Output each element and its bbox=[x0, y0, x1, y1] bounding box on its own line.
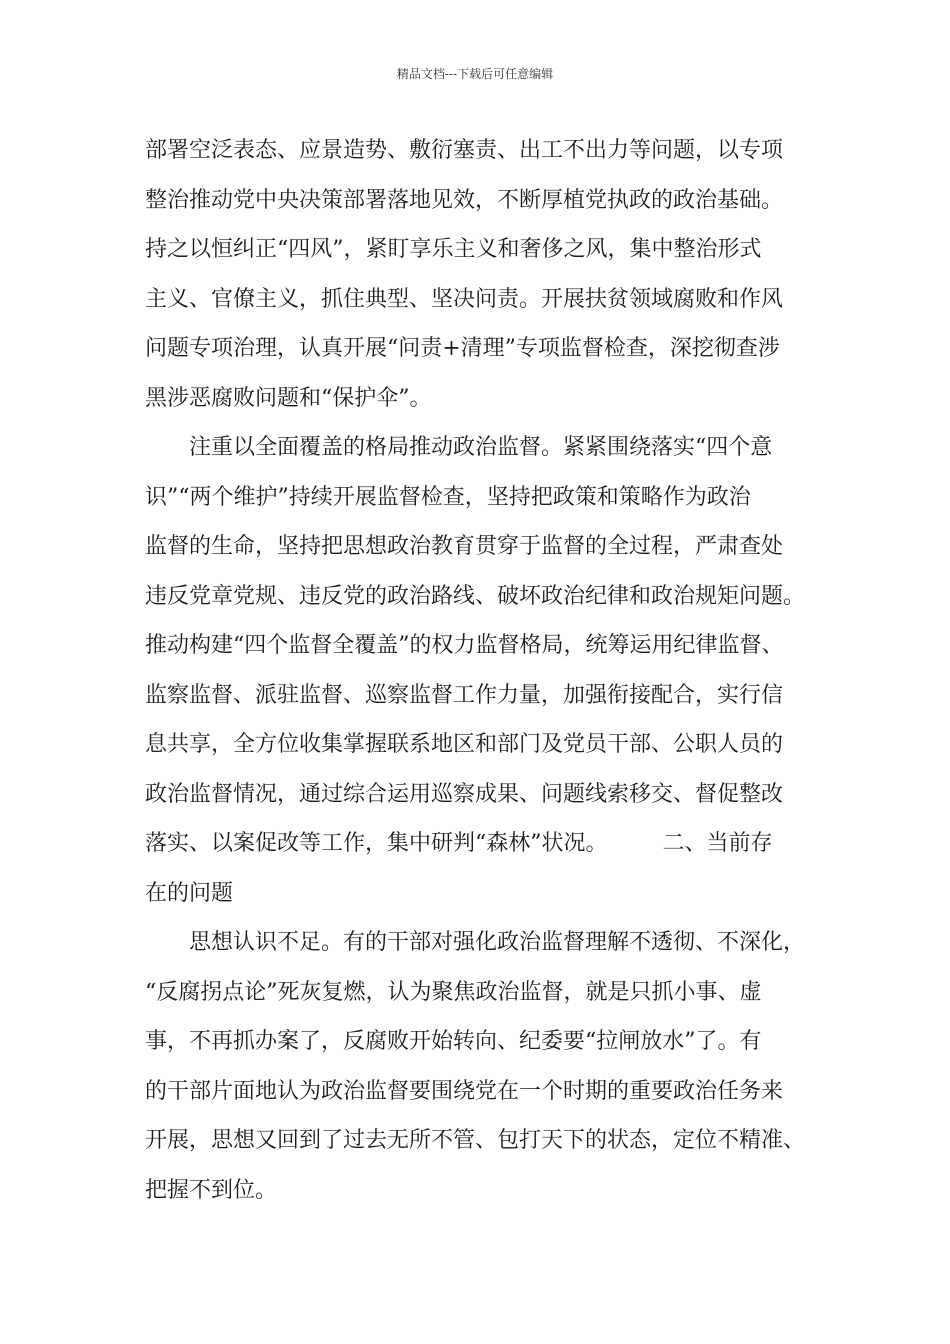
text-line: 在的问题 bbox=[145, 880, 234, 906]
text-line: 落实、以案促改等工作，集中研判“森林”状况。 二、当前存 bbox=[145, 831, 773, 856]
text-line: 违反党章党规、违反党的政治路线、破坏政治纪律和政治规矩问题。 bbox=[145, 583, 806, 609]
text-line: 黑涉恶腐败问题和“保护伞”。 bbox=[145, 385, 432, 411]
text-line: “反腐拐点论”死灰复燃，认为聚焦政治监督，就是只抓小事、虚 bbox=[145, 979, 762, 1005]
text-line: 部署空泛表态、应景造势、敷衍塞责、出工不出力等问题，以专项 bbox=[145, 138, 784, 163]
text-line: 思想认识不足。有的干部对强化政治监督理解不透彻、不深化， bbox=[145, 930, 806, 955]
text-line: 的干部片面地认为政治监督要围绕党在一个时期的重要政治任务来 bbox=[145, 1078, 784, 1104]
text-line: 监察监督、派驻监督、巡察监督工作力量，加强衔接配合，实行信 bbox=[145, 682, 784, 708]
text-line: 开展，思想又回到了过去无所不管、包打天下的状态，定位不精准、 bbox=[145, 1128, 806, 1153]
text-line: 息共享，全方位收集掌握联系地区和部门及党员干部、公职人员的 bbox=[145, 732, 784, 757]
text-line: 推动构建“四个监督全覆盖”的权力监督格局，统筹运用纪律监督、 bbox=[145, 633, 784, 658]
text-line: 问题专项治理，认真开展“问责+清理”专项监督检查，深挖彻查涉 bbox=[145, 336, 780, 361]
text-line: 把握不到位。 bbox=[145, 1177, 278, 1203]
page-header: 精品文档---下载后可任意编辑 bbox=[396, 67, 554, 81]
text-line: 整治推动党中央决策部署落地见效，不断厚植党执政的政治基础。 bbox=[145, 187, 784, 213]
text-line: 识”“两个维护”持续开展监督检查，坚持把政策和策略作为政治 bbox=[145, 484, 751, 510]
document-body bbox=[145, 126, 825, 1215]
text-line: 主义、官僚主义，抓住典型、坚决问责。开展扶贫领域腐败和作风 bbox=[145, 286, 784, 312]
text-line: 持之以恒纠正“四风”，紧盯享乐主义和奢侈之风，集中整治形式 bbox=[145, 237, 762, 262]
text-line: 注重以全面覆盖的格局推动政治监督。紧紧围绕落实“四个意 bbox=[145, 435, 773, 460]
text-line: 政治监督情况，通过综合运用巡察成果、问题线索移交、督促整改 bbox=[145, 781, 784, 807]
text-line: 事，不再抓办案了，反腐败开始转向、纪委要“拉闸放水”了。有 bbox=[145, 1029, 762, 1054]
text-line: 监督的生命，坚持把思想政治教育贯穿于监督的全过程，严肃查处 bbox=[145, 534, 784, 559]
